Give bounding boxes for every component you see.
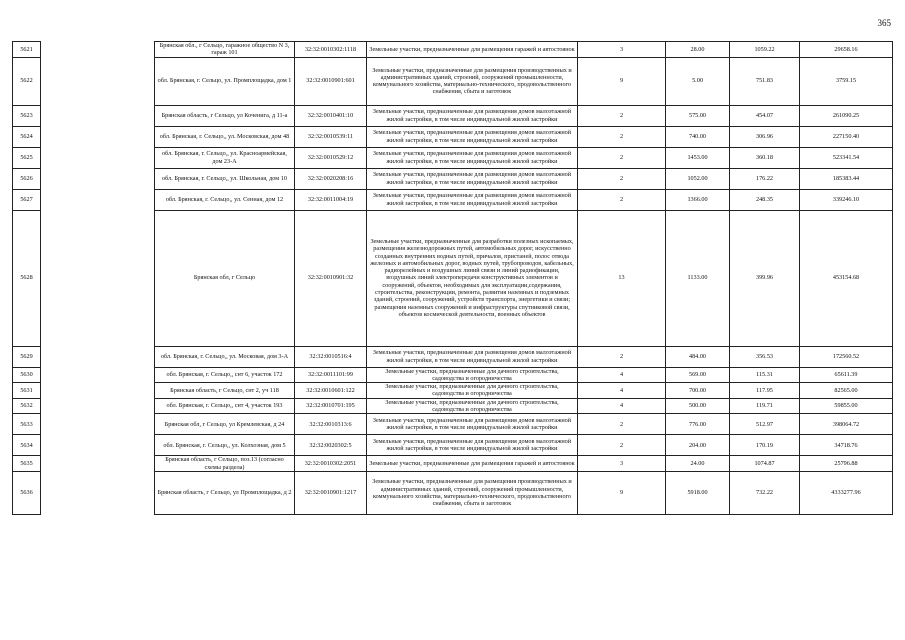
row-number-cell: 5627 bbox=[13, 189, 41, 210]
gap-cell bbox=[41, 383, 155, 399]
cadastral-cost-cell: 4333277.96 bbox=[800, 471, 893, 514]
row-number-cell: 5625 bbox=[13, 147, 41, 168]
area-cell: 740.00 bbox=[666, 126, 730, 147]
row-number-cell: 5631 bbox=[13, 383, 41, 399]
cadastral-cost-cell: 29658.16 bbox=[800, 42, 893, 58]
land-registry-table bbox=[12, 41, 893, 515]
permitted-use-cell: Земельные участки, предназначенные для размещения домов малоэтажной жилой застройки, в том числе индивидуальной жилой застройки bbox=[367, 346, 578, 367]
specific-value-cell: 360.18 bbox=[730, 147, 800, 168]
gap-cell bbox=[41, 147, 155, 168]
gap-cell bbox=[41, 471, 155, 514]
cadastral-cost-cell: 25796.88 bbox=[800, 456, 893, 472]
specific-value-cell: 732.22 bbox=[730, 471, 800, 514]
use-group-cell: 2 bbox=[578, 435, 666, 456]
cadastral-number-cell: 32:32:0010601:122 bbox=[295, 383, 367, 399]
address-cell: Брянская область, г Сельцо, снт 2, уч 118 bbox=[155, 383, 295, 399]
row-number-cell: 5636 bbox=[13, 471, 41, 514]
page-number: 365 bbox=[877, 18, 891, 28]
gap-cell bbox=[41, 456, 155, 472]
specific-value-cell: 176.22 bbox=[730, 168, 800, 189]
permitted-use-cell: Земельные участки, предназначенные для дачного строительства, садоводства и огородничества bbox=[367, 383, 578, 399]
row-number-cell: 5630 bbox=[13, 367, 41, 383]
table-row bbox=[13, 126, 893, 147]
permitted-use-cell: Земельные участки, предназначенные для размещения домов малоэтажной жилой застройки, в том числе индивидуальной жилой застройки bbox=[367, 189, 578, 210]
gap-cell bbox=[41, 414, 155, 435]
use-group-cell: 4 bbox=[578, 398, 666, 414]
table-row bbox=[13, 471, 893, 514]
cadastral-number-cell: 32:32:0010529:12 bbox=[295, 147, 367, 168]
permitted-use-cell: Земельные участки, предназначенные для дачного строительства, садоводства и огородничества bbox=[367, 398, 578, 414]
table-row bbox=[13, 414, 893, 435]
gap-cell bbox=[41, 168, 155, 189]
permitted-use-cell: Земельные участки, предназначенные для разработки полезных ископаемых, размещения железнодорожных путей, автомобильных дорог, искусственно созданных внутренних водных путей, причалов, пристаней, полос отвода железных и автомобильных дорог, водных путей, трубопроводов, кабельных, радиорелейных и воздушных линий связи и линий радиофикации, воздушных линий электропередачи конструктивных элементов и сооружений, объектов, необходимых для эксплуатации,содержания, строительства, реконструкции, ремонта, развития наземных и подземных зданий, строений, сооружений, устройств транспорта, энергетики и связи; размещения наземных сооружений и инфраструктуры спутниковой связи, объектов космической деятельности, военных объектов bbox=[367, 210, 578, 346]
use-group-cell: 3 bbox=[578, 456, 666, 472]
permitted-use-cell: Земельные участки, предназначенные для размещения гаражей и автостоянок bbox=[367, 456, 578, 472]
row-number-cell: 5622 bbox=[13, 57, 41, 105]
row-number-cell: 5626 bbox=[13, 168, 41, 189]
table-row bbox=[13, 168, 893, 189]
table-row bbox=[13, 57, 893, 105]
specific-value-cell: 751.83 bbox=[730, 57, 800, 105]
cadastral-cost-cell: 172560.52 bbox=[800, 346, 893, 367]
address-cell: обл. Брянская, г. Сельцо,, ул. Школьная, дом 10 bbox=[155, 168, 295, 189]
address-cell: Брянская обл, г Сельцо, ул Кремлевская, д 24 bbox=[155, 414, 295, 435]
area-cell: 1453.00 bbox=[666, 147, 730, 168]
area-cell: 5918.00 bbox=[666, 471, 730, 514]
area-cell: 204.00 bbox=[666, 435, 730, 456]
permitted-use-cell: Земельные участки, предназначенные для размещения домов малоэтажной жилой застройки, в том числе индивидуальной жилой застройки bbox=[367, 168, 578, 189]
permitted-use-cell: Земельные участки, предназначенные для размещения гаражей и автостоянок bbox=[367, 42, 578, 58]
use-group-cell: 13 bbox=[578, 210, 666, 346]
area-cell: 776.00 bbox=[666, 414, 730, 435]
address-cell: обл. Брянская, г. Сельцо,, ул. Московская, дом 48 bbox=[155, 126, 295, 147]
area-cell: 24.00 bbox=[666, 456, 730, 472]
table-row bbox=[13, 383, 893, 399]
table-row bbox=[13, 189, 893, 210]
cadastral-number-cell: 32:32:0010516:4 bbox=[295, 346, 367, 367]
use-group-cell: 4 bbox=[578, 367, 666, 383]
row-number-cell: 5633 bbox=[13, 414, 41, 435]
gap-cell bbox=[41, 57, 155, 105]
cadastral-cost-cell: 3759.15 bbox=[800, 57, 893, 105]
cadastral-number-cell: 32:32:0011101:99 bbox=[295, 367, 367, 383]
area-cell: 1052.00 bbox=[666, 168, 730, 189]
address-cell: Брянская область, г Сельцо, ул Промплощадка, д 2 bbox=[155, 471, 295, 514]
row-number-cell: 5635 bbox=[13, 456, 41, 472]
address-cell: обл. Брянская, г. Сельцо,, ул. Колхозная, дом 5 bbox=[155, 435, 295, 456]
table-row bbox=[13, 435, 893, 456]
permitted-use-cell: Земельные участки, предназначенные для размещения домов малоэтажной жилой застройки, в том числе индивидуальной жилой застройки bbox=[367, 126, 578, 147]
cadastral-cost-cell: 227150.40 bbox=[800, 126, 893, 147]
gap-cell bbox=[41, 210, 155, 346]
cadastral-number-cell: 32:32:0020208:16 bbox=[295, 168, 367, 189]
specific-value-cell: 248.35 bbox=[730, 189, 800, 210]
cadastral-cost-cell: 523341.54 bbox=[800, 147, 893, 168]
specific-value-cell: 306.96 bbox=[730, 126, 800, 147]
specific-value-cell: 454.07 bbox=[730, 105, 800, 126]
permitted-use-cell: Земельные участки, предназначенные для размещения домов малоэтажной жилой застройки, в том числе индивидуальной жилой застройки bbox=[367, 414, 578, 435]
cadastral-cost-cell: 453154.68 bbox=[800, 210, 893, 346]
table-row bbox=[13, 147, 893, 168]
cadastral-cost-cell: 398064.72 bbox=[800, 414, 893, 435]
area-cell: 1133.00 bbox=[666, 210, 730, 346]
row-number-cell: 5628 bbox=[13, 210, 41, 346]
cadastral-number-cell: 32:32:0010901:601 bbox=[295, 57, 367, 105]
permitted-use-cell: Земельные участки, предназначенные для размещения домов малоэтажной жилой застройки, в том числе индивидуальной жилой застройки bbox=[367, 435, 578, 456]
cadastral-number-cell: 32:32:0011004:19 bbox=[295, 189, 367, 210]
address-cell: обл. Брянская, г. Сельцо,, снт 4, участок 193 bbox=[155, 398, 295, 414]
table-row bbox=[13, 346, 893, 367]
row-number-cell: 5629 bbox=[13, 346, 41, 367]
address-cell: Брянская область, г Сельцо, ул Коченига, д 11-а bbox=[155, 105, 295, 126]
cadastral-number-cell: 32:32:0010302:1118 bbox=[295, 42, 367, 58]
area-cell: 500.00 bbox=[666, 398, 730, 414]
cadastral-cost-cell: 185383.44 bbox=[800, 168, 893, 189]
row-number-cell: 5632 bbox=[13, 398, 41, 414]
use-group-cell: 9 bbox=[578, 471, 666, 514]
table-row bbox=[13, 367, 893, 383]
specific-value-cell: 399.96 bbox=[730, 210, 800, 346]
use-group-cell: 2 bbox=[578, 105, 666, 126]
gap-cell bbox=[41, 105, 155, 126]
address-cell: Брянская обл., г Сельцо, гаражное общество N 3, гараж 101 bbox=[155, 42, 295, 58]
gap-cell bbox=[41, 126, 155, 147]
address-cell: Брянская область, г Сельцо, поз.13 (согласно схемы раздела) bbox=[155, 456, 295, 472]
table-row bbox=[13, 105, 893, 126]
cadastral-cost-cell: 82565.00 bbox=[800, 383, 893, 399]
table-row bbox=[13, 456, 893, 472]
specific-value-cell: 117.95 bbox=[730, 383, 800, 399]
gap-cell bbox=[41, 346, 155, 367]
use-group-cell: 4 bbox=[578, 383, 666, 399]
table-row bbox=[13, 398, 893, 414]
cadastral-cost-cell: 261090.25 bbox=[800, 105, 893, 126]
permitted-use-cell: Земельные участки, предназначенные для размещения производственных и административных зданий, строений, сооружений промышленности, коммунального хозяйства, материально-технического, продовольственного снабжения, сбыта и заготовок bbox=[367, 471, 578, 514]
area-cell: 28.00 bbox=[666, 42, 730, 58]
cadastral-number-cell: 32:32:0010701:195 bbox=[295, 398, 367, 414]
use-group-cell: 9 bbox=[578, 57, 666, 105]
address-cell: обл. Брянская, г. Сельцо,, ул. Красноармейская, дом 23-А bbox=[155, 147, 295, 168]
use-group-cell: 2 bbox=[578, 126, 666, 147]
permitted-use-cell: Земельные участки, предназначенные для размещения производственных и административных зданий, строений, сооружений промышленности, коммунального хозяйства, материально-технического, продовольственного снабжения, сбыта и заготовок bbox=[367, 57, 578, 105]
address-cell: Брянская обл, г Сельцо bbox=[155, 210, 295, 346]
specific-value-cell: 170.19 bbox=[730, 435, 800, 456]
cadastral-number-cell: 32:32:0010401:10 bbox=[295, 105, 367, 126]
table-row bbox=[13, 210, 893, 346]
specific-value-cell: 1074.87 bbox=[730, 456, 800, 472]
use-group-cell: 2 bbox=[578, 168, 666, 189]
specific-value-cell: 512.97 bbox=[730, 414, 800, 435]
row-number-cell: 5623 bbox=[13, 105, 41, 126]
area-cell: 700.00 bbox=[666, 383, 730, 399]
address-cell: обл. Брянская, г. Сельцо, ул. Промплощадка, дом 1 bbox=[155, 57, 295, 105]
area-cell: 5.00 bbox=[666, 57, 730, 105]
cadastral-number-cell: 32:32:0020302:5 bbox=[295, 435, 367, 456]
specific-value-cell: 1059.22 bbox=[730, 42, 800, 58]
use-group-cell: 2 bbox=[578, 414, 666, 435]
gap-cell bbox=[41, 42, 155, 58]
cadastral-cost-cell: 339246.10 bbox=[800, 189, 893, 210]
gap-cell bbox=[41, 398, 155, 414]
cadastral-number-cell: 32:32:0010901:1217 bbox=[295, 471, 367, 514]
specific-value-cell: 119.71 bbox=[730, 398, 800, 414]
specific-value-cell: 356.53 bbox=[730, 346, 800, 367]
row-number-cell: 5624 bbox=[13, 126, 41, 147]
address-cell: обл. Брянская, г. Сельцо,, ул. Московая, дом 3-А bbox=[155, 346, 295, 367]
specific-value-cell: 115.31 bbox=[730, 367, 800, 383]
use-group-cell: 2 bbox=[578, 147, 666, 168]
area-cell: 569.00 bbox=[666, 367, 730, 383]
use-group-cell: 2 bbox=[578, 189, 666, 210]
permitted-use-cell: Земельные участки, предназначенные для размещения домов малоэтажной жилой застройки, в том числе индивидуальной жилой застройки bbox=[367, 105, 578, 126]
cadastral-number-cell: 32:32:0010313:6 bbox=[295, 414, 367, 435]
address-cell: обл. Брянская, г. Сельцо,, ул. Сенная, дом 12 bbox=[155, 189, 295, 210]
address-cell: обл. Брянская, г. Сельцо,, снт 6, участок 172 bbox=[155, 367, 295, 383]
cadastral-number-cell: 32:32:0010302:2051 bbox=[295, 456, 367, 472]
area-cell: 575.00 bbox=[666, 105, 730, 126]
permitted-use-cell: Земельные участки, предназначенные для дачного строительства, садоводства и огородничества bbox=[367, 367, 578, 383]
use-group-cell: 2 bbox=[578, 346, 666, 367]
gap-cell bbox=[41, 367, 155, 383]
permitted-use-cell: Земельные участки, предназначенные для размещения домов малоэтажной жилой застройки, в том числе индивидуальной жилой застройки bbox=[367, 147, 578, 168]
gap-cell bbox=[41, 189, 155, 210]
use-group-cell: 3 bbox=[578, 42, 666, 58]
table-row bbox=[13, 42, 893, 58]
area-cell: 1366.00 bbox=[666, 189, 730, 210]
gap-cell bbox=[41, 435, 155, 456]
cadastral-cost-cell: 34718.76 bbox=[800, 435, 893, 456]
cadastral-cost-cell: 59855.00 bbox=[800, 398, 893, 414]
row-number-cell: 5621 bbox=[13, 42, 41, 58]
cadastral-number-cell: 32:32:0010901:32 bbox=[295, 210, 367, 346]
cadastral-number-cell: 32:32:0010539:11 bbox=[295, 126, 367, 147]
cadastral-cost-cell: 65611.39 bbox=[800, 367, 893, 383]
row-number-cell: 5634 bbox=[13, 435, 41, 456]
area-cell: 484.00 bbox=[666, 346, 730, 367]
